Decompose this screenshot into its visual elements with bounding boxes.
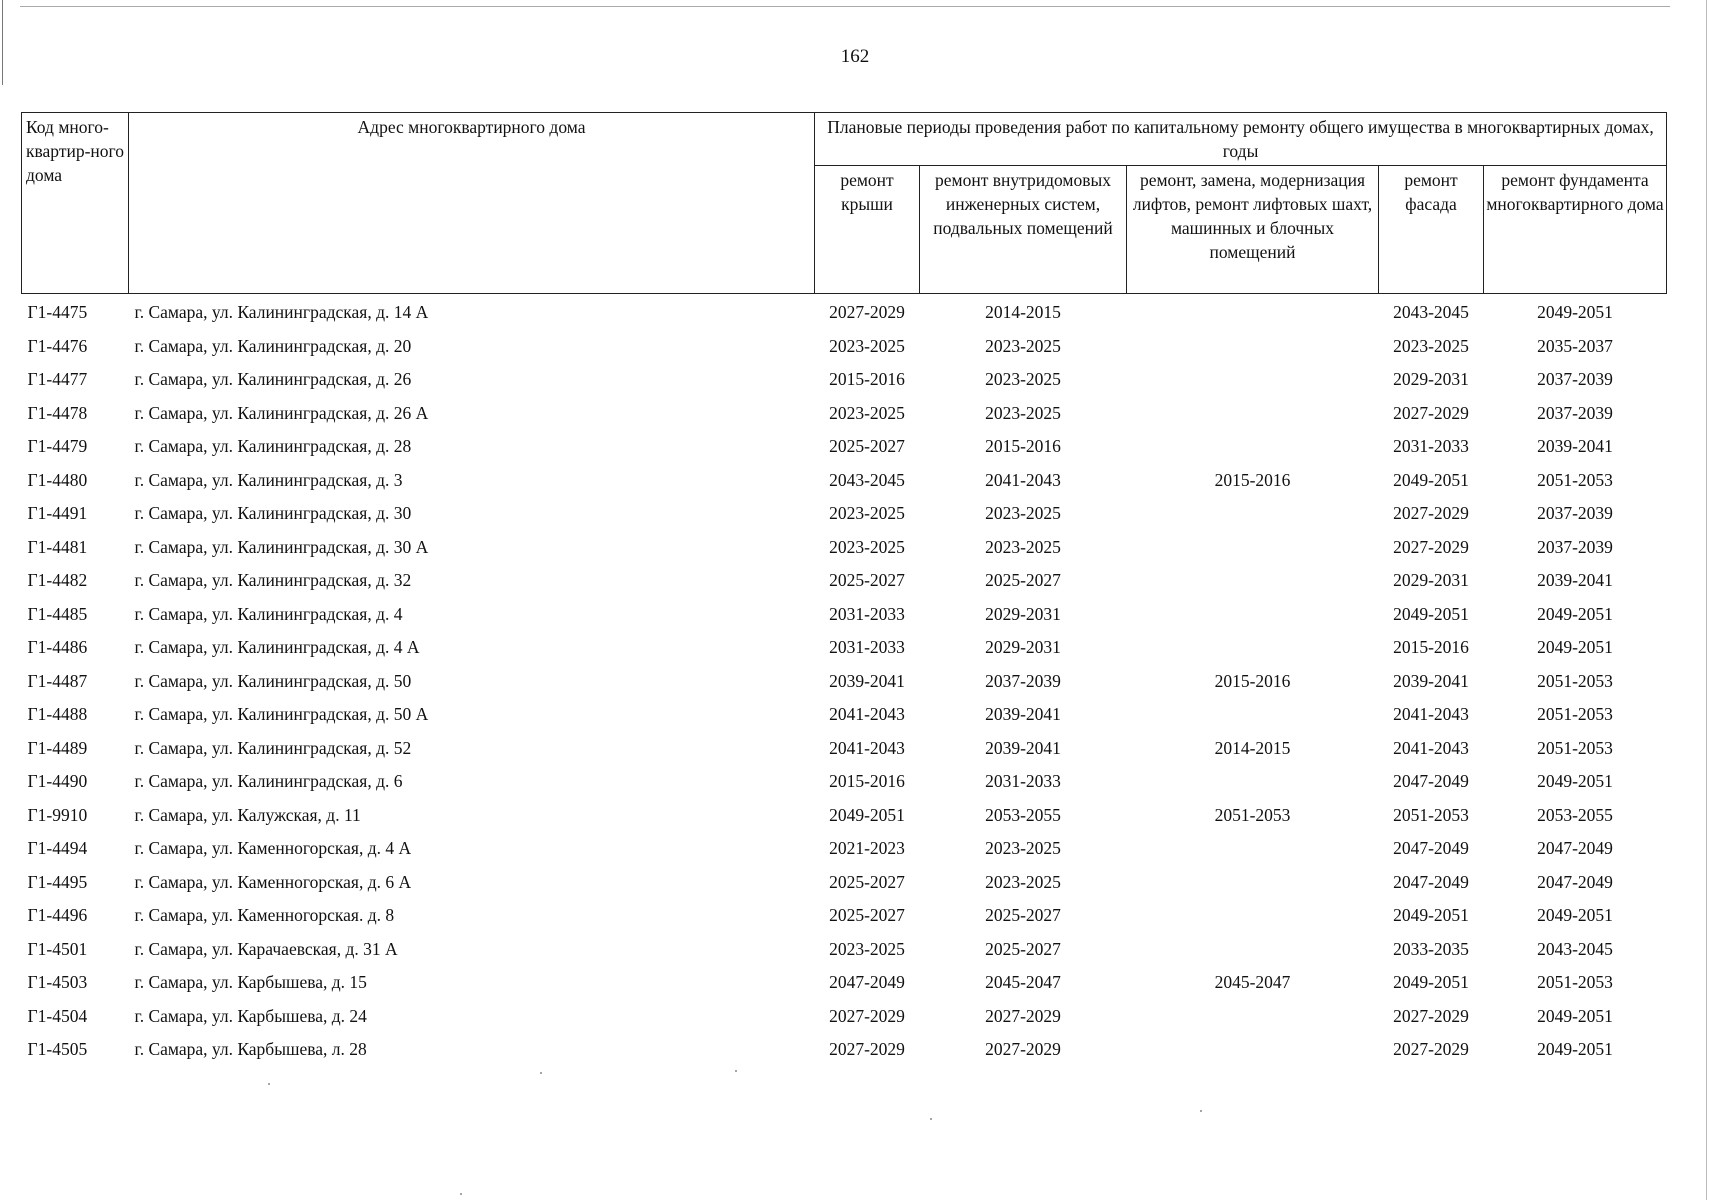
roof-period: 2041-2043 [829,704,905,725]
elevators-period [1127,1033,1379,1067]
table-row [22,294,1667,330]
roof-period: 2027-2029 [829,1039,905,1060]
engineering-period: 2025-2027 [985,938,1061,959]
roof-period: 2015-2016 [829,771,905,792]
scan-speck [735,1070,737,1072]
facade-period: 2049-2051 [1393,469,1469,490]
elevators-period [1127,531,1379,565]
roof-period: 2023-2025 [829,335,905,356]
roof-period: 2025-2027 [829,871,905,892]
house-code: Г1-4480 [27,469,88,490]
house-address: г. Самара, ул. Каменногорская. д. 8 [134,905,395,926]
elevators-period [1127,1000,1379,1034]
house-address: г. Самара, ул. Калининградская, д. 32 [134,570,412,591]
engineering-period: 2037-2039 [985,670,1061,691]
roof-period: 2025-2027 [829,570,905,591]
foundation-period: 2047-2049 [1537,838,1613,859]
engineering-period: 2029-2031 [985,603,1061,624]
house-code: Г1-4479 [27,436,88,457]
facade-period: 2047-2049 [1393,838,1469,859]
header-row-top [22,113,1667,166]
roof-period: 2027-2029 [829,302,905,323]
engineering-period: 2023-2025 [985,335,1061,356]
house-address: г. Самара, ул. Карбышева, д. 15 [134,972,367,993]
foundation-period: 2049-2051 [1537,603,1613,624]
foundation-period: 2043-2045 [1537,938,1613,959]
foundation-period: 2037-2039 [1537,503,1613,524]
foundation-period: 2051-2053 [1537,670,1613,691]
engineering-period: 2023-2025 [985,536,1061,557]
foundation-period: 2049-2051 [1537,905,1613,926]
table-row [22,598,1667,632]
facade-period: 2049-2051 [1393,603,1469,624]
engineering-period: 2031-2033 [985,771,1061,792]
header-foundation: ремонт фундамента многоквартирного дома [1484,166,1667,294]
house-address: г. Самара, ул. Калининградская, д. 14 А [134,302,429,323]
house-code: Г1-4485 [27,603,88,624]
foundation-period: 2051-2053 [1537,469,1613,490]
house-address: г. Самара, ул. Каменногорская, д. 6 А [134,871,412,892]
roof-period: 2031-2033 [829,603,905,624]
scan-border-right [1706,0,1707,1200]
elevators-period [1127,631,1379,665]
table-row [22,497,1667,531]
roof-period: 2041-2043 [829,737,905,758]
house-code: Г1-4504 [27,1005,88,1026]
roof-period: 2027-2029 [829,1005,905,1026]
house-code: Г1-4490 [27,771,88,792]
house-code: Г1-4489 [27,737,88,758]
table-row [22,397,1667,431]
facade-period: 2041-2043 [1393,737,1469,758]
elevators-period: 2014-2015 [1214,737,1291,758]
table-row [22,832,1667,866]
header-elevators: ремонт, замена, модернизация лифтов, ремонт лифтовых шахт, машинных и блочных помещений [1127,166,1379,294]
table-row [22,330,1667,364]
elevators-period [1127,430,1379,464]
house-address: г. Самара, ул. Калининградская, д. 50 А [134,704,429,725]
engineering-period: 2039-2041 [985,737,1061,758]
house-code: Г1-4501 [27,938,88,959]
table-row [22,665,1667,699]
table-row [22,765,1667,799]
elevators-period [1127,330,1379,364]
engineering-period: 2025-2027 [985,570,1061,591]
house-address: г. Самара, ул. Карбышева, л. 28 [134,1039,367,1060]
scan-border-left [2,0,3,85]
engineering-period: 2023-2025 [985,503,1061,524]
facade-period: 2047-2049 [1393,871,1469,892]
elevators-period: 2051-2053 [1214,804,1291,825]
house-code: Г1-4486 [27,637,88,658]
facade-period: 2049-2051 [1393,905,1469,926]
roof-period: 2021-2023 [829,838,905,859]
roof-period: 2023-2025 [829,938,905,959]
house-code: Г1-4475 [27,302,88,323]
facade-period: 2043-2045 [1393,302,1469,323]
elevators-period [1127,397,1379,431]
table-row [22,430,1667,464]
house-address: г. Самара, ул. Каменногорская, д. 4 А [134,838,412,859]
house-address: г. Самара, ул. Калининградская, д. 52 [134,737,412,758]
engineering-period: 2023-2025 [985,369,1061,390]
elevators-period [1127,832,1379,866]
house-address: г. Самара, ул. Калининградская, д. 28 [134,436,412,457]
elevators-period: 2015-2016 [1214,670,1291,691]
roof-period: 2039-2041 [829,670,905,691]
foundation-period: 2051-2053 [1537,972,1613,993]
house-code: Г1-4494 [27,838,88,859]
header-engineering: ремонт внутридомовых инженерных систем, подвальных помещений [920,166,1127,294]
engineering-period: 2025-2027 [985,905,1061,926]
header-roof: ремонт крыши [815,166,920,294]
facade-period: 2027-2029 [1393,503,1469,524]
engineering-period: 2039-2041 [985,704,1061,725]
house-code: Г1-4491 [27,503,88,524]
scan-speck [268,1083,270,1085]
table-row [22,631,1667,665]
foundation-period: 2049-2051 [1537,771,1613,792]
roof-period: 2043-2045 [829,469,905,490]
house-code: Г1-4505 [27,1039,88,1060]
elevators-period [1127,497,1379,531]
facade-period: 2033-2035 [1393,938,1469,959]
elevators-period [1127,933,1379,967]
foundation-period: 2037-2039 [1537,369,1613,390]
repair-schedule-table [21,112,1667,1067]
house-address: г. Самара, ул. Калининградская, д. 50 [134,670,412,691]
house-address: г. Самара, ул. Карачаевская, д. 31 А [134,938,398,959]
elevators-period [1127,765,1379,799]
elevators-period [1127,866,1379,900]
scan-speck [1200,1110,1202,1112]
foundation-period: 2037-2039 [1537,402,1613,423]
engineering-period: 2014-2015 [985,302,1061,323]
engineering-period: 2029-2031 [985,637,1061,658]
facade-period: 2029-2031 [1393,570,1469,591]
table-row [22,564,1667,598]
roof-period: 2025-2027 [829,436,905,457]
elevators-period: 2015-2016 [1214,469,1291,490]
house-code: Г1-4496 [27,905,88,926]
foundation-period: 2051-2053 [1537,737,1613,758]
engineering-period: 2023-2025 [985,402,1061,423]
facade-period: 2027-2029 [1393,402,1469,423]
facade-period: 2027-2029 [1393,536,1469,557]
house-address: г. Самара, ул. Калининградская, д. 30 А [134,536,429,557]
foundation-period: 2051-2053 [1537,704,1613,725]
facade-period: 2029-2031 [1393,369,1469,390]
elevators-period [1127,899,1379,933]
table-row [22,363,1667,397]
table-row [22,866,1667,900]
table-row [22,732,1667,766]
scan-speck [460,1193,462,1195]
engineering-period: 2027-2029 [985,1039,1061,1060]
house-address: г. Самара, ул. Калининградская, д. 26 А [134,402,429,423]
header-code: Код много-квартир-ного дома [22,113,129,294]
table-row [22,464,1667,498]
table-row [22,966,1667,1000]
table-body [22,294,1667,1067]
scan-speck [540,1072,542,1074]
house-address: г. Самара, ул. Калининградская, д. 20 [134,335,412,356]
house-address: г. Самара, ул. Калининградская, д. 6 [134,771,403,792]
house-code: Г1-4478 [27,402,88,423]
facade-period: 2023-2025 [1393,335,1469,356]
table-row [22,799,1667,833]
house-address: г. Самара, ул. Карбышева, д. 24 [134,1005,367,1026]
house-code: Г1-4476 [27,335,88,356]
roof-period: 2023-2025 [829,536,905,557]
house-code: Г1-9910 [27,804,88,825]
house-address: г. Самара, ул. Калининградская, д. 4 [134,603,403,624]
house-code: Г1-4495 [27,871,88,892]
house-code: Г1-4503 [27,972,88,993]
page-number: 162 [840,46,870,67]
roof-period: 2023-2025 [829,402,905,423]
roof-period: 2015-2016 [829,369,905,390]
elevators-period [1127,598,1379,632]
foundation-period: 2053-2055 [1537,804,1613,825]
facade-period: 2047-2049 [1393,771,1469,792]
table-row [22,1000,1667,1034]
table-row [22,899,1667,933]
house-address: г. Самара, ул. Калининградская, д. 26 [134,369,412,390]
scan-speck [930,1118,932,1120]
facade-period: 2027-2029 [1393,1005,1469,1026]
foundation-period: 2039-2041 [1537,570,1613,591]
foundation-period: 2049-2051 [1537,1039,1613,1060]
foundation-period: 2039-2041 [1537,436,1613,457]
elevators-period [1127,363,1379,397]
facade-period: 2049-2051 [1393,972,1469,993]
house-code: Г1-4481 [27,536,88,557]
roof-period: 2023-2025 [829,503,905,524]
engineering-period: 2045-2047 [985,972,1061,993]
facade-period: 2031-2033 [1393,436,1469,457]
house-code: Г1-4482 [27,570,88,591]
foundation-period: 2047-2049 [1537,871,1613,892]
elevators-period: 2045-2047 [1214,972,1291,993]
roof-period: 2025-2027 [829,905,905,926]
roof-period: 2031-2033 [829,637,905,658]
table-row [22,698,1667,732]
table-row [22,531,1667,565]
roof-period: 2049-2051 [829,804,905,825]
facade-period: 2051-2053 [1393,804,1469,825]
foundation-period: 2035-2037 [1537,335,1613,356]
house-address: г. Самара, ул. Калининградская, д. 30 [134,503,412,524]
header-facade: ремонт фасада [1379,166,1484,294]
header-planned-periods: Плановые периоды проведения работ по капитальному ремонту общего имущества в многоквартирных домах, годы [815,113,1667,166]
foundation-period: 2037-2039 [1537,536,1613,557]
foundation-period: 2049-2051 [1537,1005,1613,1026]
engineering-period: 2027-2029 [985,1005,1061,1026]
facade-period: 2015-2016 [1393,637,1469,658]
elevators-period [1127,294,1379,330]
engineering-period: 2041-2043 [985,469,1061,490]
engineering-period: 2015-2016 [985,436,1061,457]
foundation-period: 2049-2051 [1537,637,1613,658]
house-address: г. Самара, ул. Калининградская, д. 3 [134,469,403,490]
house-address: г. Самара, ул. Калининградская, д. 4 А [134,637,420,658]
house-address: г. Самара, ул. Калужская, д. 11 [134,804,361,825]
house-code: Г1-4477 [27,369,88,390]
facade-period: 2027-2029 [1393,1039,1469,1060]
house-code: Г1-4488 [27,704,88,725]
engineering-period: 2023-2025 [985,838,1061,859]
facade-period: 2041-2043 [1393,704,1469,725]
engineering-period: 2053-2055 [985,804,1061,825]
table-row [22,1033,1667,1067]
header-address: Адрес многоквартирного дома [129,113,815,294]
engineering-period: 2023-2025 [985,871,1061,892]
facade-period: 2039-2041 [1393,670,1469,691]
elevators-period [1127,698,1379,732]
roof-period: 2047-2049 [829,972,905,993]
foundation-period: 2049-2051 [1537,302,1613,323]
scan-border-top [20,6,1670,7]
table-row [22,933,1667,967]
elevators-period [1127,564,1379,598]
house-code: Г1-4487 [27,670,88,691]
